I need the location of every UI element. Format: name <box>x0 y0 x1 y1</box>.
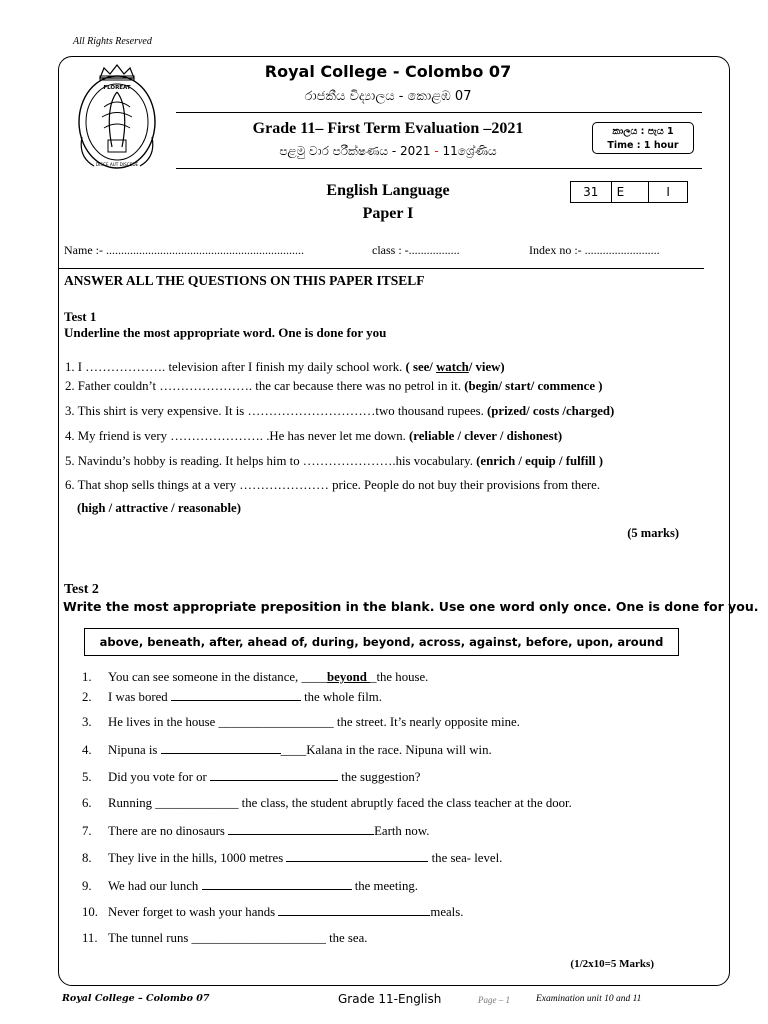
test1-question-6: 6. That shop sells things at a very ………………… price. People do not buy their provisions from there. <box>65 478 601 492</box>
code-cell: 31 <box>571 182 612 202</box>
test1-title: Test 1 <box>64 309 97 324</box>
test1-question-2: 2. Father couldn’t …………………. the car because there was no petrol in it. (begin/ start/ commence ) <box>65 379 603 393</box>
subject-divider <box>176 168 702 169</box>
answer-blank <box>278 904 430 916</box>
code-cell: E <box>612 182 650 202</box>
fields-divider <box>58 268 704 269</box>
crest-ring-text: DISCE AUT DISCEDE <box>95 162 139 167</box>
school-crest-icon <box>74 62 160 174</box>
test2-question-3: 3. He lives in the house __________________ the street. It’s nearly opposite mine. <box>82 715 520 729</box>
class-field: class : -................. <box>372 243 460 257</box>
school-name: Royal College - Colombo 07 <box>264 62 512 81</box>
test2-marks: (1/2x10=5 Marks) <box>570 958 654 970</box>
answer-blank <box>161 742 281 754</box>
footer-page-number: Page – 1 <box>478 995 510 1005</box>
footer-exam-unit: Examination unit 10 and 11 <box>536 994 642 1004</box>
exam-title-sinhala: පළමු වාර පරීක්ෂණය - 2021 - 11ශ්‍රේණිය <box>279 144 497 158</box>
index-field: Index no :- ......................... <box>529 243 660 257</box>
footer-grade: Grade 11-English <box>338 992 442 1006</box>
header-divider <box>176 112 702 113</box>
name-field: Name :- .................................................................. <box>64 243 304 257</box>
test2-question-10: 10. Never forget to wash your hands meals. <box>82 905 464 919</box>
answer-example: watch <box>436 360 469 374</box>
test1-question-5: 5. Navindu’s hobby is reading. It helps him to ………………….his vocabulary. (enrich / equip / fulfill ) <box>65 454 604 468</box>
test2-question-5: 5. Did you vote for or the suggestion? <box>82 770 421 784</box>
answer-blank <box>286 850 428 862</box>
test2-question-9: 9. We had our lunch the meeting. <box>82 879 418 893</box>
footer-school: Royal College – Colombo 07 <box>62 993 210 1004</box>
time-box <box>592 122 694 154</box>
test1-question-3: 3. This shirt is very expensive. It is …………………………two thousand rupees. (prized/ costs /charged) <box>65 404 615 418</box>
test2-question-2: 2. I was bored the whole film. <box>82 690 382 704</box>
exam-title: Grade 11– First Term Evaluation –2021 <box>252 120 524 137</box>
time-sinhala: කාලය : පැය 1 <box>612 126 674 137</box>
paper-title: Paper I <box>362 205 414 222</box>
answer-blank <box>210 769 338 781</box>
answer-blank <box>228 823 374 835</box>
test2-question-6: 6. Running _____________ the class, the student abruptly faced the class teacher at the door. <box>82 796 572 810</box>
paper-code-box <box>570 181 688 203</box>
main-instruction: ANSWER ALL THE QUESTIONS ON THIS PAPER ITSELF <box>64 273 425 288</box>
test2-instruction: Write the most appropriate preposition in the blank. Use one word only once. One is done for you. <box>63 599 759 614</box>
school-name-sinhala: රාජකීය විද්‍යාලය - කොළඹ 07 <box>304 89 472 104</box>
test1-question-1: 1. I ………………. television after I finish my daily school work. ( see/ watch/ view) <box>65 360 505 374</box>
rights-reserved: All Rights Reserved <box>73 36 152 47</box>
test1-marks: (5 marks) <box>627 526 679 540</box>
crest-motto: FLOREAT <box>103 85 131 91</box>
code-cell: I <box>666 185 670 199</box>
word-bank: above, beneath, after, ahead of, during, beyond, across, against, before, upon, around <box>84 628 679 656</box>
test2-question-8: 8. They live in the hills, 1000 metres the sea- level. <box>82 851 503 865</box>
test2-question-11: 11. The tunnel runs _____________________ the sea. <box>82 931 368 945</box>
test2-question-1: 1. You can see someone in the distance, ____beyond _the house. <box>82 670 429 684</box>
test1-instruction: Underline the most appropriate word. One is done for you <box>64 325 387 340</box>
time-english: Time : 1 hour <box>607 140 679 151</box>
answer-blank <box>202 878 352 890</box>
test2-question-4: 4. Nipuna is ____Kalana in the race. Nipuna will win. <box>82 743 492 757</box>
test2-title: Test 2 <box>64 582 99 597</box>
test1-question-6-options: (high / attractive / reasonable) <box>77 501 241 515</box>
answer-example: beyond <box>327 670 371 684</box>
test1-question-4: 4. My friend is very …………………. .He has never let me down. (reliable / clever / dishonest) <box>65 429 563 443</box>
subject-title: English Language <box>326 182 450 199</box>
answer-blank <box>171 689 301 701</box>
test2-question-7: 7. There are no dinosaurs Earth now. <box>82 824 430 838</box>
